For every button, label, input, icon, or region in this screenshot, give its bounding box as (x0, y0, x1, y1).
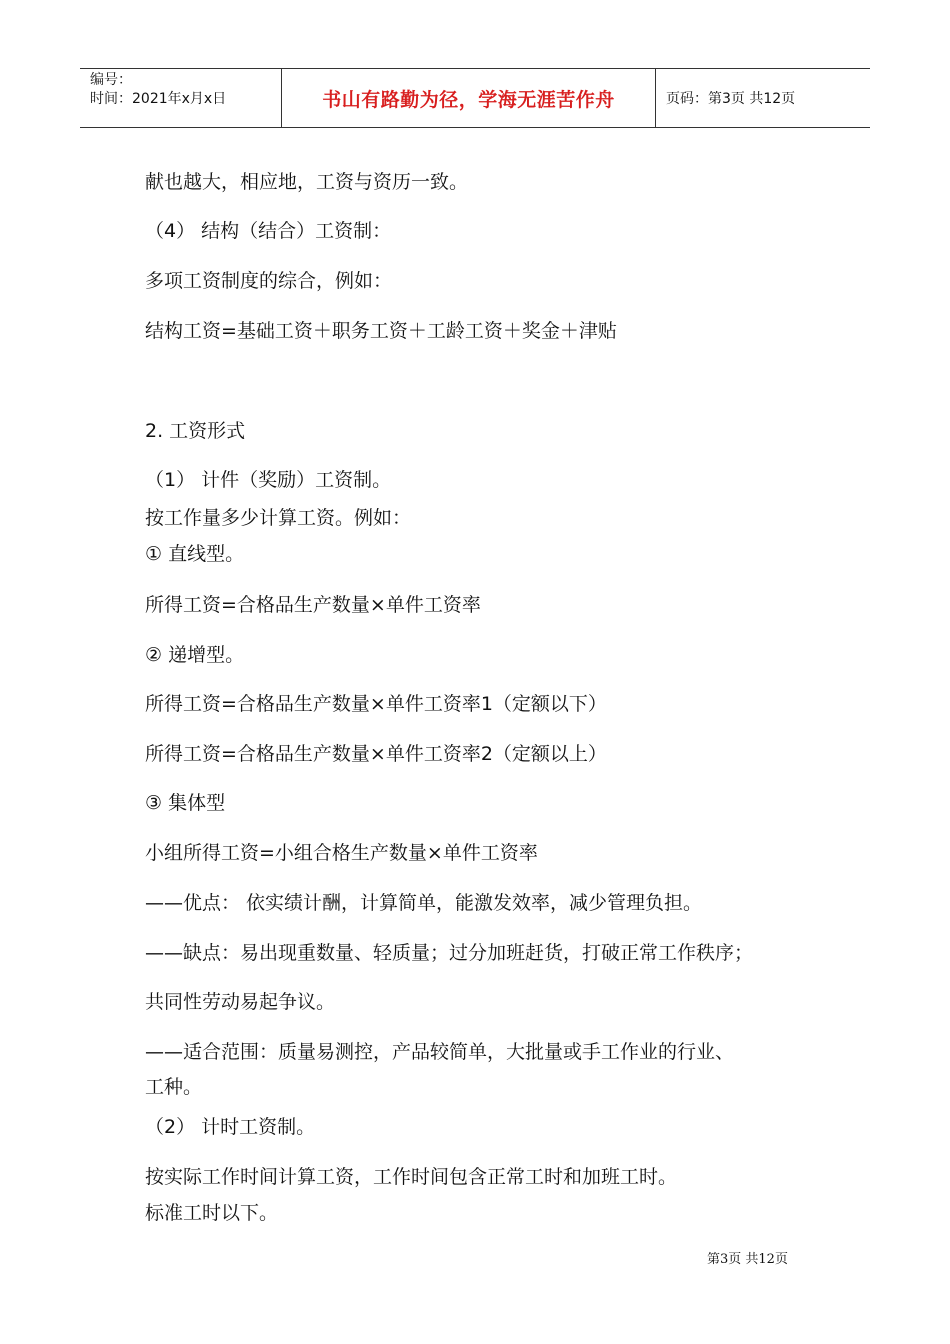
paragraph-line: 标准工时以下。 (145, 1202, 279, 1224)
paragraph-line: 共同性劳动易起争议。 (145, 991, 336, 1013)
page-header (80, 68, 870, 128)
paragraph-line: ——适合范围：质量易测控，产品较简单，大批量或手工作业的行业、 (145, 1041, 735, 1063)
paragraph-line: 多项工资制度的综合，例如： (145, 270, 393, 292)
header-motto: 书山有路勤为径，学海无涯苦作舟 (282, 69, 656, 127)
formula-line: 小组所得工资=小组合格生产数量×单件工资率 (145, 842, 538, 864)
number-label: 编号： (90, 72, 132, 88)
page-footer: 第3页 共12页 (707, 1252, 788, 1267)
section-heading: 2. 工资形式 (145, 420, 246, 442)
section-heading: （4） 结构（结合）工资制： (145, 220, 392, 242)
formula-line: 所得工资=合格品生产数量×单件工资率1（定额以下） (145, 693, 607, 715)
section-heading: （1） 计件（奖励）工资制。 (145, 469, 392, 491)
header-meta (80, 69, 282, 127)
paragraph-line: ——缺点：易出现重数量、轻质量；过分加班赶货，打破正常工作秩序； (145, 942, 754, 964)
formula-line: 结构工资=基础工资＋职务工资＋工龄工资＋奖金＋津贴 (145, 320, 617, 342)
list-item: ③ 集体型 (145, 792, 226, 814)
time-label: 时间：2021年x月x日 (90, 91, 227, 107)
formula-line: 所得工资=合格品生产数量×单件工资率 (145, 594, 481, 616)
section-heading: （2） 计时工资制。 (145, 1116, 316, 1138)
list-item: ① 直线型。 (145, 543, 245, 565)
paragraph-line: 献也越大，相应地，工资与资历一致。 (145, 171, 469, 193)
list-item: ② 递增型。 (145, 644, 245, 666)
formula-line: 所得工资=合格品生产数量×单件工资率2（定额以上） (145, 743, 607, 765)
paragraph-line: ——优点： 依实绩计酬，计算简单，能激发效率，减少管理负担。 (145, 892, 703, 914)
paragraph-line: 按工作量多少计算工资。例如： (145, 507, 412, 529)
paragraph-line: 按实际工作时间计算工资，工作时间包含正常工时和加班工时。 (145, 1166, 678, 1188)
header-page-number: 页码：第3页 共12页 (666, 91, 796, 107)
paragraph-line: 工种。 (145, 1076, 203, 1098)
